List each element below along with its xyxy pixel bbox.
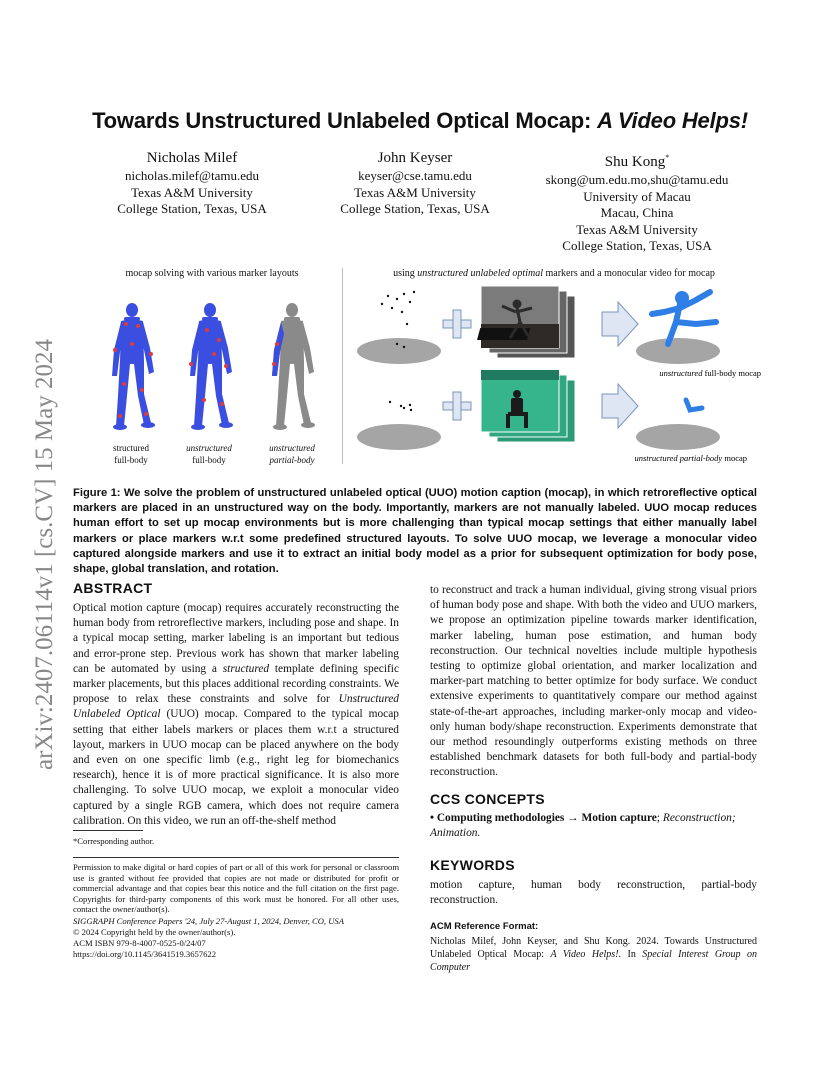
isbn-line: ACM ISBN 979-8-4007-0525-0/24/07: [73, 938, 206, 948]
arrow-icon-2: [602, 384, 638, 428]
body-label-unstructured-partial: unstructured partial-body: [269, 443, 315, 465]
marker-point-cloud-partial: [389, 401, 412, 411]
abstract-heading: ABSTRACT: [73, 580, 153, 596]
author-location: Macau, China: [600, 205, 674, 220]
author-location: College Station, Texas, USA: [562, 238, 712, 253]
ccs-text: • Computing methodologies → Motion capture; Reconstruction; Animation.: [430, 812, 736, 840]
conference-line: SIGGRAPH Conference Papers '24, July 27-August 1, 2024, Denver, CO, USA: [73, 916, 344, 926]
abstract-right-text: to reconstruct and track a human individual, giving strong visual priors of human body pose and shape. With both the video and UUO markers, we propose an optimization pipeline towards marker identification, marker labeling, human pose estimation, and human body reconstruction. Our technical novelties include multiple hypothesis testing to optimize global orientation, and marker localization and marker-part matching to better optimize for body surface. We conduct extensive experiments to quantitatively compare our method against state-of-the-art approaches, including marker-only mocap and video-only human body/shape reconstruction. Experiments demonstrate that our method resoundingly outperforms existing methods on three established benchmark datasets for both full-body and partial-body reconstruction.: [430, 584, 757, 779]
output-body-partial: [686, 400, 702, 410]
permission-rule: [73, 857, 399, 858]
author-affiliation: Texas A&M University: [354, 184, 476, 200]
video-frames-top: [477, 286, 575, 358]
acm-ref-heading: ACM Reference Format:: [430, 921, 539, 932]
author-name: John Keyser: [377, 150, 453, 166]
acm-ref-text: Nicholas Milef, John Keyser, and Shu Kong. 2024. Towards Unstructured Unlabeled Optical Mocap: A Video Helps!. In Special Interest Group on Computer: [430, 936, 758, 973]
abstract-left-text: Optical motion capture (mocap) requires accurately reconstructing the human body from retroreflective markers, including pose and shape. In a typical mocap setting, marker labeling is an important but tedious and error-prone step. Previous work has shown that marker labeling can be automated by using a structured template defining specific marker placements, but this places additional recording constraints. We propose to relax these constraints and solve for Unstructured Unlabeled Optical (UUO) mocap. Compared to the typical mocap setting that either labels markers or places them w.r.t a structured layout, markers in UUO mocap can be placed anywhere on the body and even on one specific limb (e.g., right leg for biomechanics research), hence it is of more practical significance. It is also more challenging. To solve UUO mocap, we exploit a monocular video captured by a single RGB camera, which does not require camera calibration. On this video, we run an off-the-shelf method: [73, 602, 400, 827]
output-label-fullbody: unstructured full-body mocap: [659, 368, 761, 378]
arrow-icon-1: [602, 302, 638, 346]
copyright-line: © 2024 Copyright held by the owner/author(s).: [73, 927, 236, 937]
author-name: Shu Kong: [604, 154, 666, 170]
ccs-heading: CCS CONCEPTS: [430, 791, 545, 807]
figure-left-heading: mocap solving with various marker layouts: [125, 268, 299, 279]
figure-right-heading: using unstructured unlabeled optimal markers and a monocular video for mocap: [393, 268, 715, 279]
output-label-partial: unstructured partial-body mocap: [634, 453, 747, 463]
plus-icon-1: [443, 310, 471, 338]
plus-icon-2: [443, 392, 471, 420]
corresponding-author-note: *Corresponding author.: [73, 836, 155, 846]
footnote-rule: [73, 830, 143, 831]
author-affiliation: Texas A&M University: [131, 184, 253, 200]
body-label-unstructured-full: unstructured full-body: [186, 443, 232, 465]
video-frames-bottom: [481, 370, 575, 442]
marker-platform-partial: [357, 424, 441, 450]
doi-link[interactable]: https://doi.org/10.1145/3641519.3657622: [73, 949, 216, 959]
author-email: keyser@cse.tamu.edu: [358, 168, 472, 183]
author-affiliation: Texas A&M University: [576, 221, 698, 237]
author-block-3: [527, 148, 747, 255]
structured-fullbody-figure: [112, 303, 155, 430]
output-platform: [636, 338, 720, 364]
author-block-1: [92, 148, 292, 218]
output-body-fullbody: [652, 292, 716, 344]
arxiv-stamp-text: arXiv:2407.06114v1 [cs.CV] 15 May 2024: [31, 339, 58, 770]
marker-platform: [357, 338, 441, 364]
corresponding-mark: *: [665, 153, 670, 162]
figure-1: [92, 262, 764, 474]
author-location: College Station, Texas, USA: [117, 201, 267, 216]
author-block-2: [315, 148, 515, 218]
permission-text: Permission to make digital or hard copies of part or all of this work for personal or classroom use is granted without fee provided that copies are not made or distributed for profit or commercial advantage and that copies bear this notice and the full citation on the first page. Copyrights for third-party components of this work must be honored. For all other uses, contact the owner/author(s).: [73, 862, 399, 915]
author-location: College Station, Texas, USA: [340, 201, 490, 216]
keywords-text: motion capture, human body reconstruction, partial-body reconstruction.: [430, 879, 757, 907]
arxiv-stamp: [22, 255, 62, 775]
output-platform-partial: [636, 424, 720, 450]
body-label-structured: structured full-body: [113, 443, 149, 465]
unstructured-partialbody-figure: [272, 303, 315, 430]
author-email: skong@um.edu.mo,shu@tamu.edu: [545, 172, 729, 187]
paper-title: Towards Unstructured Unlabeled Optical Mocap: A Video Helps!: [92, 108, 748, 133]
author-email: nicholas.milef@tamu.edu: [125, 168, 259, 183]
figure-caption: Figure 1: We solve the problem of unstructured unlabeled optical (UUO) motion caption (mocap), in which retroreflective optical markers are placed in an unstructured way on the body. Importantly, markers are not manually labeled. UUO mocap reduces human effort to set up mocap environments but is more challenging than typical mocap settings that either manually label markers or place markers w.r.t some predefined structured layouts. To solve UUO mocap, we leverage a monocular video captured alongside markers and use it to extract an initial body model as a prior for subsequent optimization for body pose, shape, global translation, and rotation.: [73, 487, 757, 576]
keywords-heading: KEYWORDS: [430, 857, 515, 873]
unstructured-fullbody-figure: [189, 303, 233, 430]
author-affiliation: University of Macau: [583, 188, 691, 204]
author-name: Nicholas Milef: [146, 150, 238, 166]
